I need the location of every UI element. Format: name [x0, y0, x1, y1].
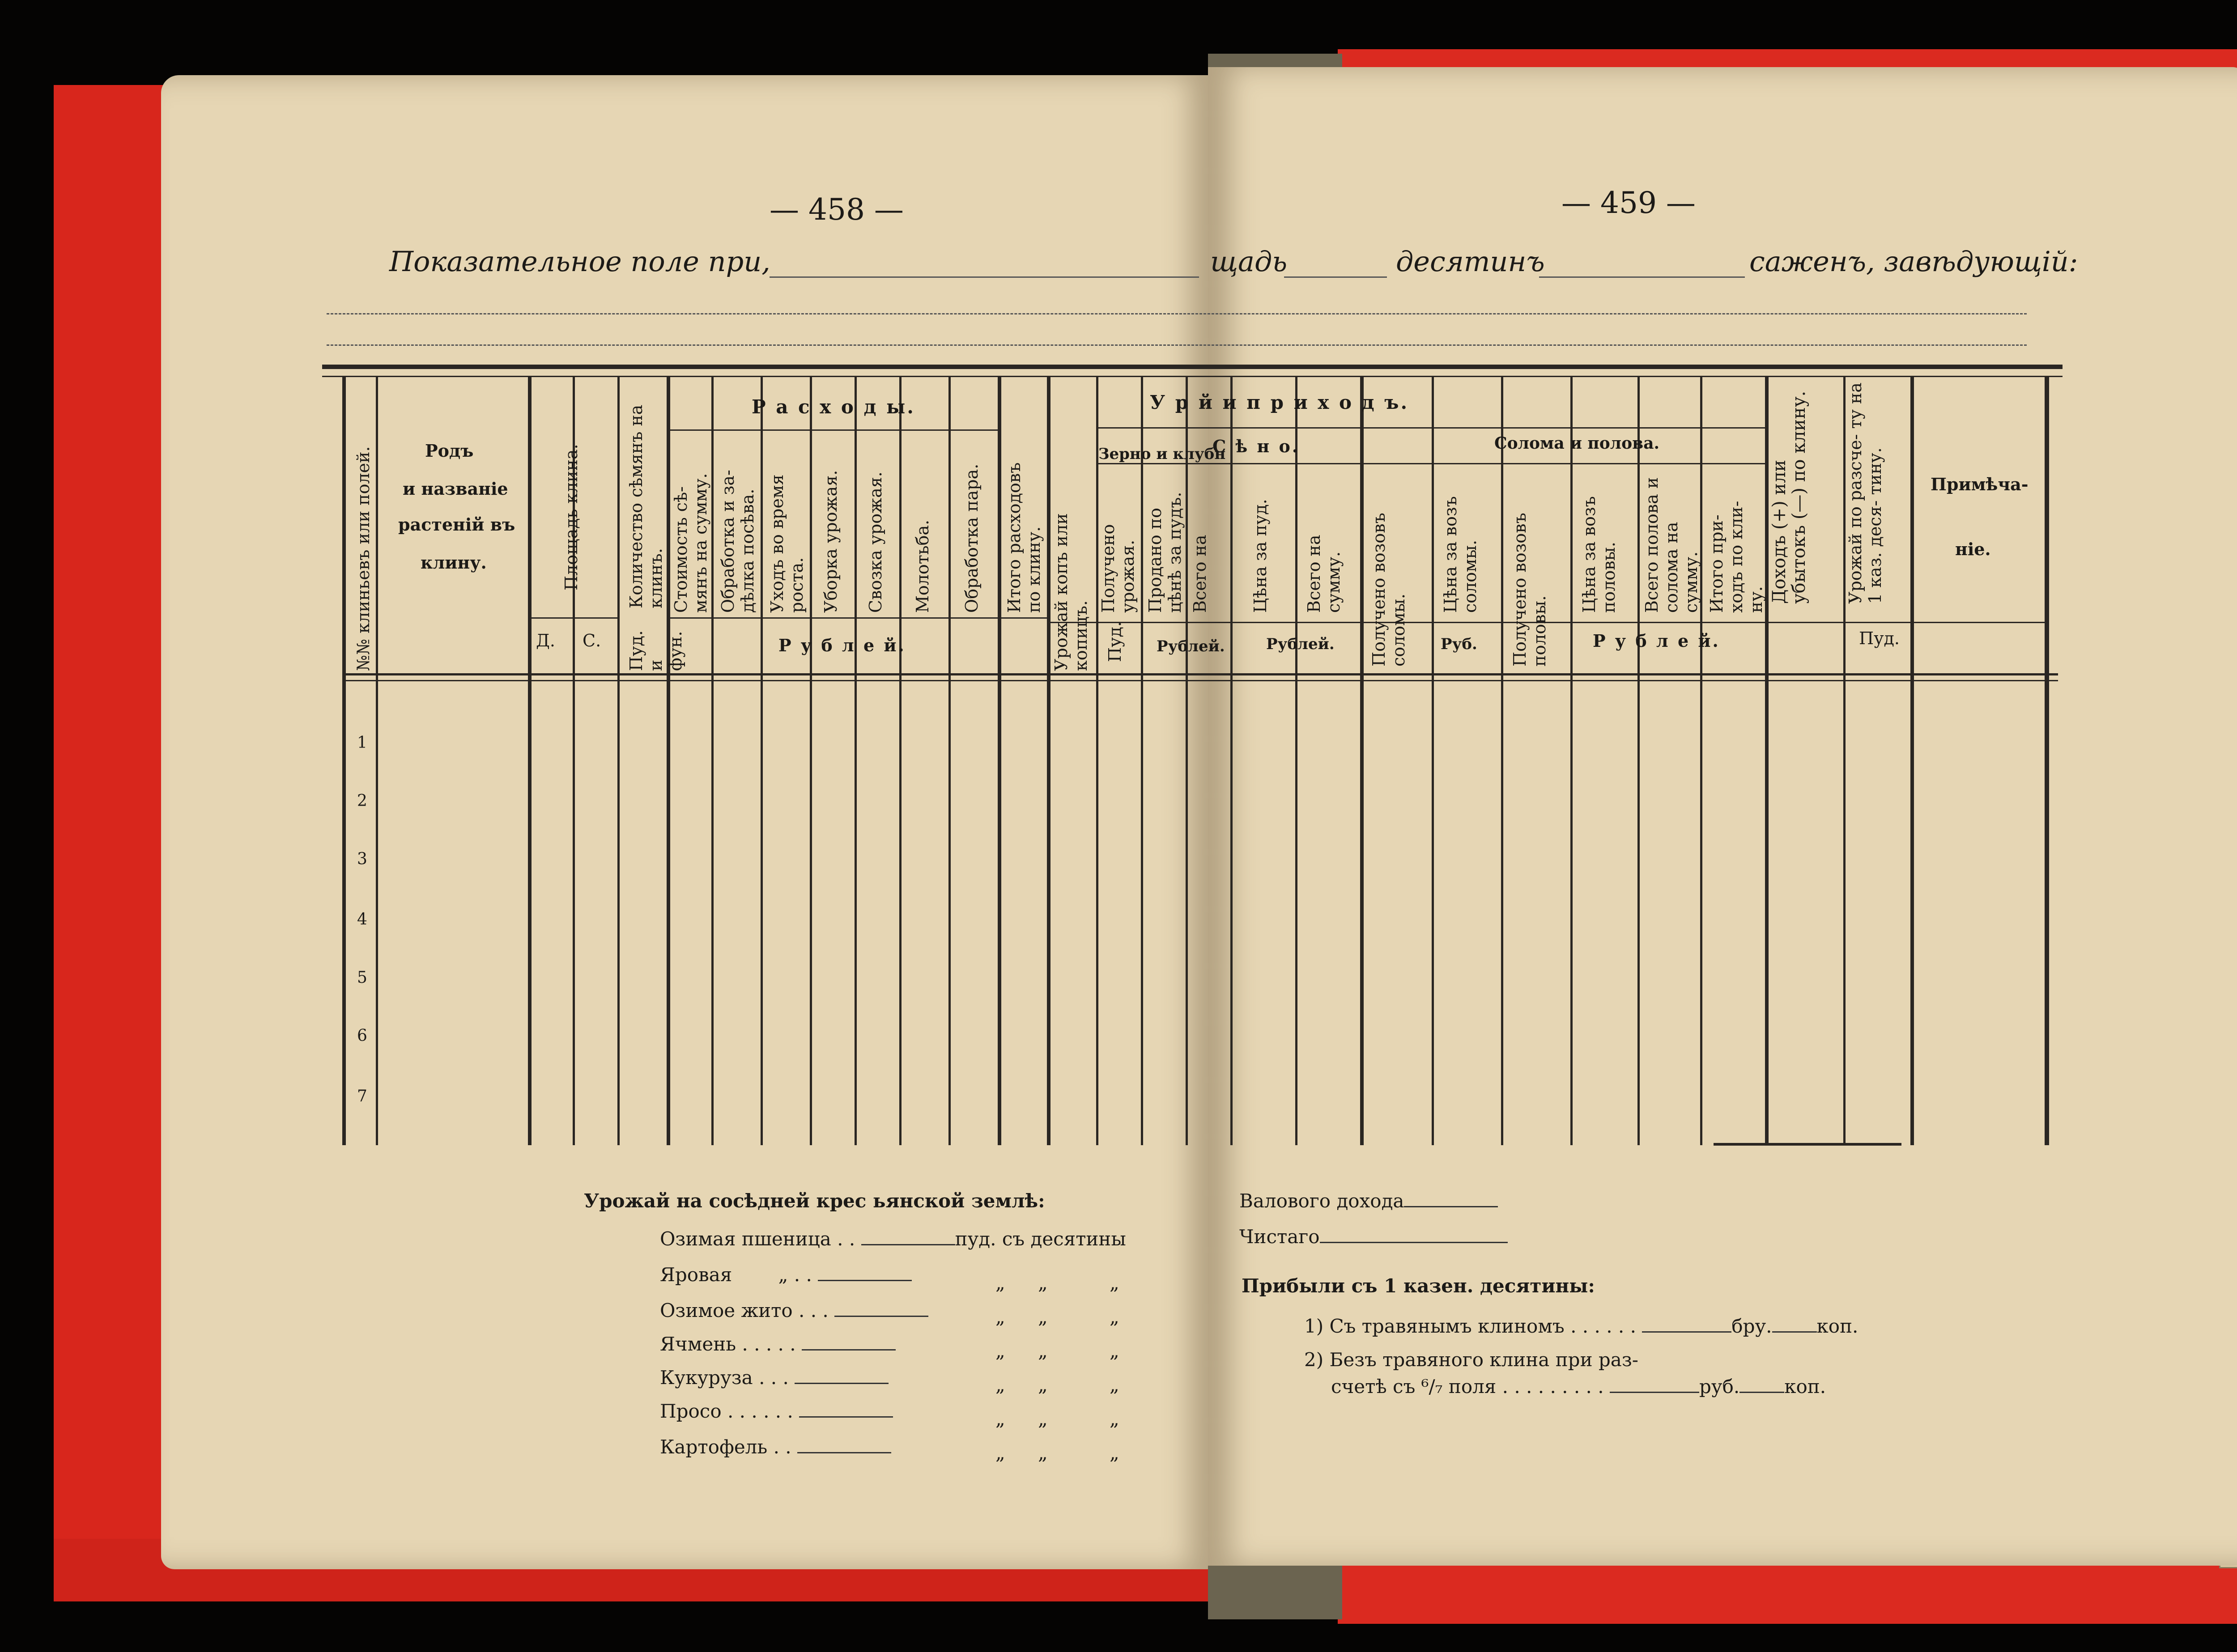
row-number: 7: [357, 1087, 367, 1105]
fill-line: [1404, 1197, 1498, 1207]
col-rule: [376, 376, 378, 1145]
col-notes-line1: Примѣча-: [1931, 474, 2029, 494]
title-fill-line-2: [1284, 276, 1387, 278]
crop-potato: Картофель . .: [660, 1436, 891, 1458]
unit-rub-straw: Руб.: [1441, 635, 1477, 653]
crop-millet: Просо . . . . . .: [660, 1400, 893, 1422]
unit-rubles-expenses: Р у б л е й.: [778, 635, 906, 655]
exp-col-1: Стоимость сѣ- мянъ на сумму.: [671, 473, 710, 613]
profit-without-grass-line1: 2) Безъ травяного клина при раз-: [1304, 1349, 1638, 1371]
col-rule: [1186, 376, 1188, 1145]
exp-col-8: Итого расходовъ по клину.: [1004, 462, 1044, 613]
exp-col-3: Уходъ во время роста.: [767, 474, 807, 613]
col-profit-loss: Доходъ (+) или убытокъ (—) по клину.: [1769, 391, 1809, 604]
hay-col-2: Всего на сумму.: [1304, 535, 1344, 613]
form-title-sazhen: саженъ, завѣдующiй:: [1749, 245, 2078, 278]
crop-name: Яровая: [660, 1264, 732, 1286]
crop-corn: Кукуруза . . .: [660, 1367, 889, 1389]
row-number: 4: [357, 910, 367, 929]
form-title-area: щадь: [1210, 245, 1288, 278]
col-rule: [998, 376, 1001, 1145]
unit-rubles-straw: Р у б л е й.: [1593, 631, 1720, 651]
straw-col-1: Получено возовъ соломы.: [1369, 513, 1408, 667]
expenses-group-rule: [669, 429, 1000, 431]
neighbor-heading: Урожай на сосѣдней крес ьянской землѣ:: [584, 1190, 1045, 1212]
col-notes-line2: нiе.: [1955, 539, 1991, 559]
col-rule: [1360, 376, 1364, 1145]
profit-with-grass: 1) Съ травянымъ клиномъ . . . . . . бру. коп.: [1304, 1315, 1858, 1337]
fill-line: [797, 1443, 891, 1453]
col-harvest-kopy: Урожай копъ или копицъ.: [1051, 513, 1091, 671]
col-rule: [617, 376, 620, 1145]
crop-name: Кукуруза: [660, 1367, 753, 1389]
form-title-prefix: Показательное поле при,: [389, 245, 770, 278]
col-rule: [1432, 376, 1434, 1145]
col-rule: [948, 376, 951, 1145]
fill-line: [1772, 1322, 1817, 1333]
fill-line: [799, 1407, 893, 1418]
ditto-mark: „: [778, 1264, 788, 1286]
row-number: 3: [357, 850, 367, 868]
fill-line: [1610, 1383, 1699, 1393]
header-dotted-line-1: [327, 313, 2027, 314]
col-rule: [1910, 376, 1914, 1145]
left-page-number: — 458 —: [770, 192, 904, 227]
col-rule: [1570, 376, 1573, 1145]
fill-line: [861, 1235, 955, 1245]
table-top-rule-thin: [322, 376, 2063, 377]
crop-unit: пуд. съ десятины: [955, 1228, 1126, 1250]
unit-sazhen: С.: [583, 631, 601, 650]
col-kind-line1: Родъ: [425, 441, 474, 461]
exp-col-4: Уборка урожая.: [821, 470, 841, 613]
unit-rubles-hay: Рублей.: [1266, 635, 1335, 653]
crop-name: Картофель: [660, 1436, 768, 1458]
grain-col-2: Продано по цѣнѣ за пудъ.: [1145, 492, 1185, 613]
straw-col-2: Цѣна за возъ соломы.: [1441, 496, 1480, 613]
unit-desyatin: Д.: [536, 631, 555, 650]
crop-winter-wheat: Озимая пшеница . . пуд. съ десятины: [660, 1228, 1126, 1250]
straw-col-6: Итого при- ходъ по кли- ну.: [1707, 501, 1766, 613]
hay-col-1: Цѣна за пуд.: [1250, 499, 1270, 613]
col-kind-line4: клину.: [421, 552, 487, 573]
ditto-column-2: „ „ „ „ „ „: [1038, 1272, 1048, 1464]
row-number: 1: [357, 734, 367, 752]
grain-group-rule: [1096, 463, 1767, 464]
group-income: У р й и п р и х о д ъ.: [1150, 391, 1409, 413]
gross-income: Валового дохода: [1239, 1190, 1498, 1212]
group-expenses: Р а с х о д ы.: [752, 396, 915, 418]
col-rule: [342, 376, 346, 1145]
exp-col-6: Молотьба.: [913, 519, 932, 613]
col-kind-line3: растенiй въ: [398, 514, 515, 535]
expenses-unit-rule: [669, 617, 1049, 619]
col-rule: [1295, 376, 1297, 1145]
profit-heading: Прибыли съ 1 казен. десятины:: [1242, 1275, 1595, 1297]
col-yield-per-desyatina: Урожай по разсче- ту на 1 каз. деся- тину.: [1846, 382, 1885, 604]
col-rule: [1141, 376, 1143, 1145]
crop-name: Просо: [660, 1400, 722, 1422]
straw-col-4: Цѣна за возъ половы.: [1579, 496, 1619, 613]
table-header-bottom-rule: [344, 673, 2058, 675]
crop-name: Озимая пшеница: [660, 1228, 831, 1250]
col-rule: [761, 376, 763, 1145]
group-grain: Зерно и клубн: [1098, 445, 1226, 463]
group-hay: С ѣ н о.: [1212, 436, 1300, 456]
fill-line: [802, 1340, 896, 1350]
crop-barley: Ячмень . . . . .: [660, 1333, 896, 1355]
profit-box-bottom: [1714, 1143, 1901, 1146]
col-rule: [2045, 376, 2049, 1145]
table-header-bottom-rule-2: [344, 680, 2058, 681]
crop-name: Озимое жито: [660, 1300, 793, 1321]
straw-col-5: Всего полова и солома на сумму.: [1642, 477, 1701, 613]
group-straw: Солома и полова.: [1494, 434, 1660, 453]
crop-spring: Яровая „ . .: [660, 1264, 912, 1286]
col-rule: [1501, 376, 1503, 1145]
fill-line: [818, 1271, 912, 1281]
unit-seed: Пуд. и фун.: [626, 630, 685, 671]
row-number: 5: [357, 968, 367, 987]
col-rule: [528, 376, 532, 1145]
fill-line: [1642, 1322, 1731, 1333]
ditto-column-3: „ „ „ „ „ „: [1110, 1272, 1119, 1464]
col-rule: [1637, 376, 1640, 1145]
fill-line: [1320, 1233, 1508, 1243]
grain-col-1: Получено урожая.: [1098, 524, 1138, 613]
col-field-number: №№ клиньевъ или полей.: [353, 446, 373, 671]
header-dotted-line-2: [327, 344, 2027, 346]
grain-col-3: Всего на: [1190, 535, 1210, 613]
crop-name: Ячмень: [660, 1333, 736, 1355]
col-rule: [899, 376, 902, 1145]
profit-without-grass-line2: счетѣ съ ⁶/₇ поля . . . . . . . . . руб. коп.: [1331, 1376, 1826, 1397]
title-fill-line-1: [770, 276, 1199, 278]
col-rule: [667, 376, 670, 1145]
unit-rubles-grain: Рублей.: [1157, 637, 1225, 655]
col-rule: [810, 376, 812, 1145]
exp-col-2: Обработка и за- дѣлка посѣва.: [718, 470, 757, 613]
table-top-rule: [322, 365, 2063, 369]
exp-col-7: Обработка пара.: [962, 463, 982, 613]
col-seed-qty: Количество сѣмянъ на клинъ.: [626, 404, 666, 608]
unit-pud-grain: Пуд.: [1105, 621, 1125, 662]
fill-line: [1739, 1383, 1784, 1393]
col-rule: [711, 376, 714, 1145]
fill-line: [834, 1307, 928, 1317]
form-title-desyatin: десятинъ: [1396, 245, 1545, 278]
exp-col-5: Свозка урожая.: [866, 471, 885, 613]
col-rule: [1230, 376, 1233, 1145]
right-page-number: — 459 —: [1561, 186, 1696, 220]
crop-winter-rye: Озимое жито . . .: [660, 1300, 928, 1321]
area-unit-rule: [530, 617, 620, 619]
row-number: 2: [357, 792, 367, 810]
ditto-column-1: „ „ „ „ „ „: [995, 1272, 1005, 1464]
unit-pud-yield: Пуд.: [1859, 629, 1900, 648]
row-number: 6: [357, 1027, 367, 1045]
col-area: Площадь клина.: [561, 444, 581, 590]
col-rule: [1047, 376, 1050, 1145]
net-income: Чистаго: [1239, 1226, 1508, 1248]
straw-col-3: Получено возовъ половы.: [1510, 513, 1549, 667]
fill-line: [795, 1374, 889, 1384]
title-fill-line-3: [1539, 276, 1745, 278]
col-rule: [855, 376, 857, 1145]
income-group-rule: [1096, 427, 1767, 429]
col-kind-line2: и названiе: [403, 479, 508, 499]
